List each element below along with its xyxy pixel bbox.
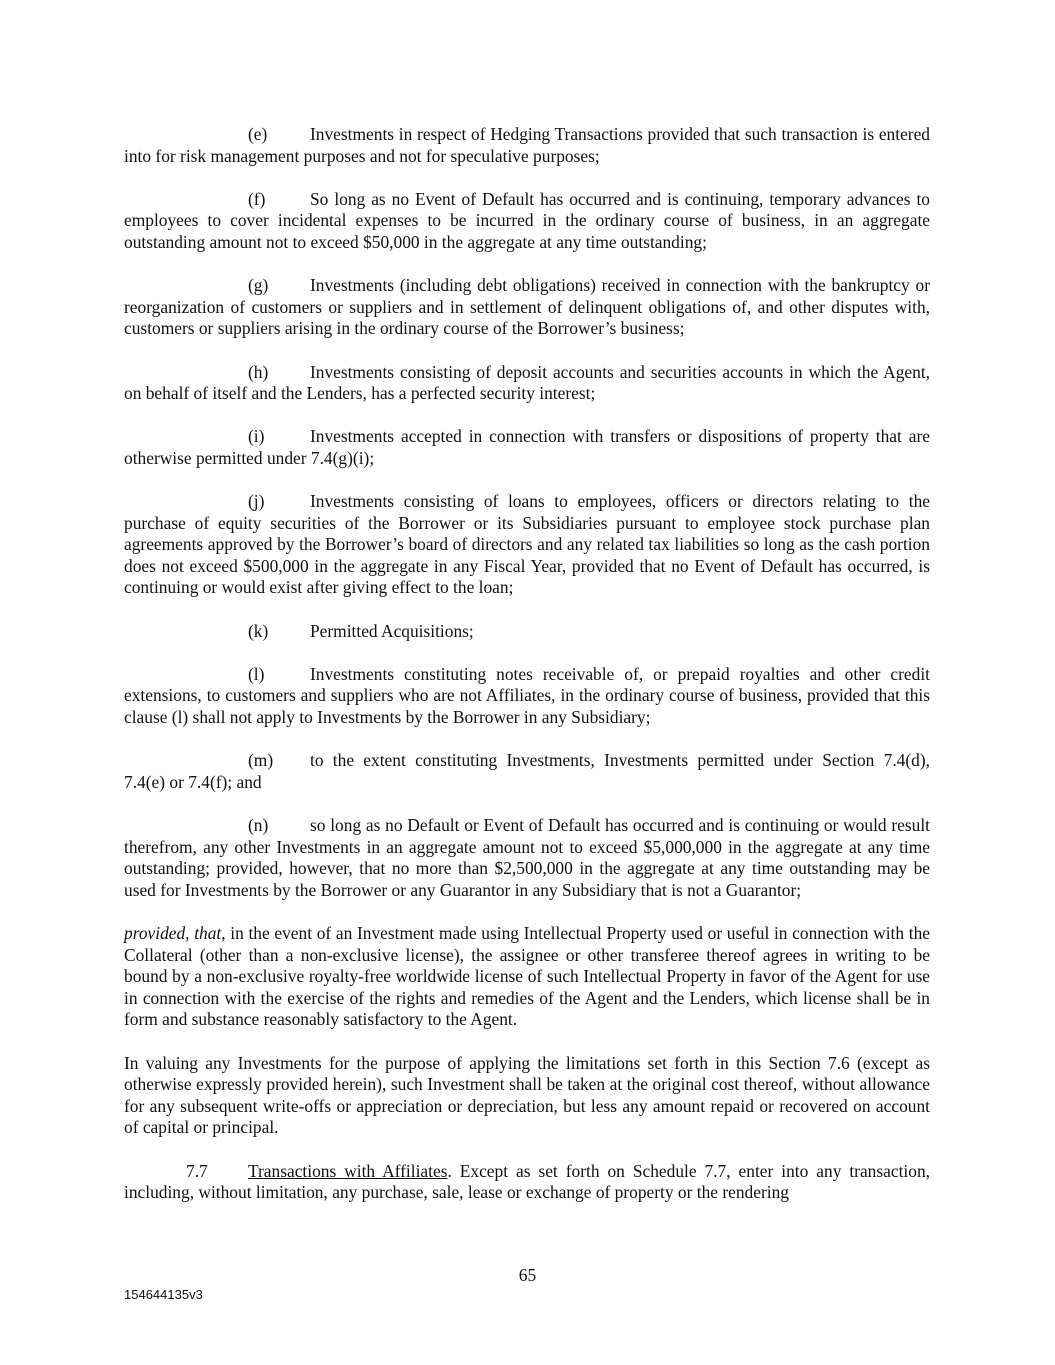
section-heading: Transactions with Affiliates [248,1160,448,1181]
clause-l [124,664,930,729]
valuation-paragraph: In valuing any Investments for the purpose of applying the limitations set forth in this Section 7.6 (except as otherwise expressly provided herein), such Investment shall be taken at the original cost thereof, without allowance for any subsequent write-offs or appreciation or depreciation, but less any amount repaid or recovered on account of capital or principal. [124,1052,930,1138]
clause-label: (k) [248,620,269,641]
clause-text: Investments in respect of Hedging Transactions provided that such transaction is entered into for risk management purposes and not for speculative purposes; [124,124,930,166]
clause-label: (l) [248,663,265,684]
clause-text: Investments accepted in connection with transfers or dispositions of property that are otherwise permitted under 7.4(g)(i); [124,426,930,468]
clause-label: (m) [248,750,274,771]
clause-text: so long as no Default or Event of Default has occurred and is continuing or would result therefrom, any other Investments in an aggregate amount not to exceed $5,000,000 in the aggregate at any time outstanding; provided, however, that no more than $2,500,000 in the aggregate at any time outstanding may be used for Investments by the Borrower or any Guarantor in any Subsidiary that is not a Guarantor; [124,815,930,900]
clause-text: Investments constituting notes receivable of, or prepaid royalties and other credit extensions, to customers and suppliers who are not Affiliates, in the ordinary course of business, provided that this clause (l) shall not apply to Investments by the Borrower in any Subsidiary; [124,663,930,728]
clause-label: (h) [248,361,269,382]
clause-j [124,491,930,599]
clause-label: (g) [248,275,269,296]
clause-text: to the extent constituting Investments, Investments permitted under Section 7.4(d), 7.4(e) or 7.4(f); and [124,750,930,792]
section-7-7 [124,1161,930,1204]
clause-n [124,815,930,901]
clause-k [124,621,930,643]
clause-g [124,275,930,340]
document-id: 154644135v3 [124,1287,203,1302]
clause-label: (j) [248,491,265,512]
clause-i [124,426,930,469]
clause-text: Investments consisting of deposit accounts and securities accounts in which the Agent, on behalf of itself and the Lenders, has a perfected security interest; [124,361,930,404]
clause-h [124,362,930,405]
clause-text: Investments consisting of loans to employees, officers or directors relating to the purchase of equity securities of the Borrower or its Subsidiaries pursuant to employee stock purchase plan agreements approved by the Borrower’s board of directors and any related tax liabilities so long as the cash portion does not exceed $500,000 in the aggregate in any Fiscal Year, provided that no Event of Default has occurred, is continuing or would exist after giving effect to the loan; [124,491,930,598]
clause-text: So long as no Event of Default has occurred and is continuing, temporary advances to employees to cover incidental expenses to be incurred in the ordinary course of business, in an aggregate outstanding amount not to exceed $50,000 in the aggregate at any time outstanding; [124,188,930,252]
clause-m [124,750,930,793]
proviso-text: , in the event of an Investment made using Intellectual Property used or useful in connection with the Collateral (other than a non-exclusive license), the assignee or other transferee thereof agrees in writing to be bound by a non-exclusive royalty-free worldwide license of such Intellectual Property in favor of the Agent for use in connection with the exercise of the rights and remedies of the Agent and the Lenders, which license shall be in form and substance reasonably satisfactory to the Agent. [124,922,930,1030]
clause-label: (n) [248,815,269,835]
clause-e [124,124,930,167]
clause-text: Investments (including debt obligations) received in connection with the bankruptcy or reorganization of customers or suppliers and in settlement of delinquent obligations of, and other disputes with, customers or suppliers arising in the ordinary course of the Borrower’s business; [124,275,930,339]
proviso-paragraph [124,923,930,1031]
page-number: 65 [518,1265,537,1285]
clause-label: (i) [248,426,265,447]
section-text: . Except as set forth on Schedule 7.7, enter into any transaction, including, without limitation, any purchase, sale, lease or exchange of property or the rendering [124,1160,930,1203]
document-body [124,124,930,1204]
clause-f [124,189,930,254]
clause-text: Permitted Acquisitions; [310,620,474,641]
section-number: 7.7 [186,1160,208,1181]
proviso-lead: provided, that [124,922,222,943]
clause-label: (f) [248,188,266,209]
clause-label: (e) [248,124,268,144]
